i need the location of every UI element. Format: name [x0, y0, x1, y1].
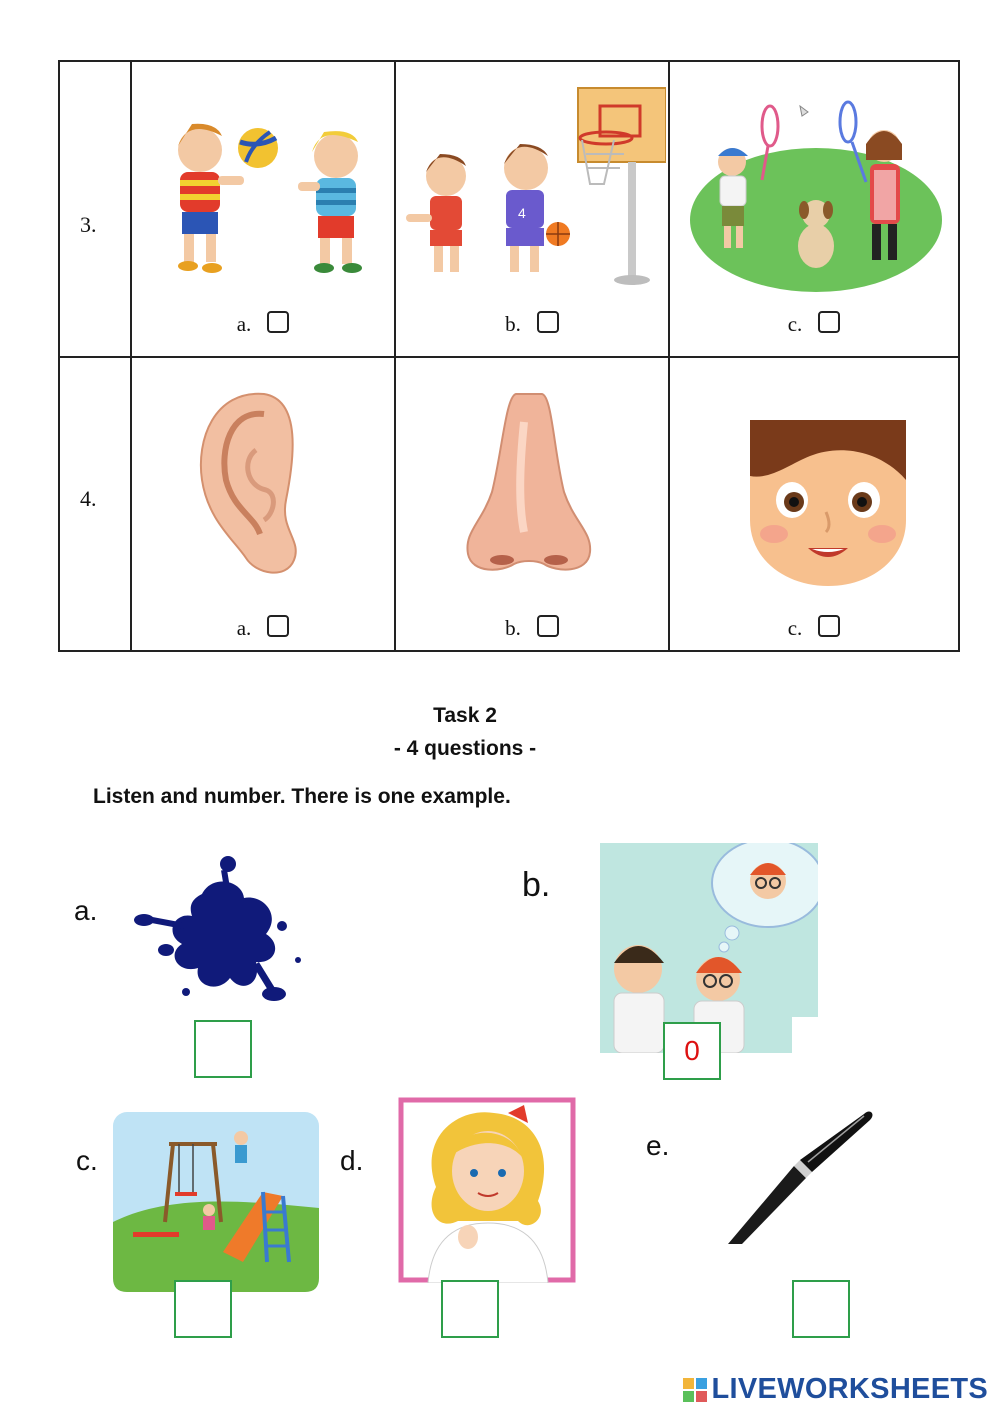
liveworksheets-logo-icon — [682, 1377, 708, 1403]
item-label-d: d. — [340, 1145, 364, 1176]
option-checkbox[interactable] — [267, 615, 289, 637]
option-letter: a. — [236, 312, 252, 336]
answer-box-a[interactable] — [194, 1020, 252, 1078]
option-b — [396, 616, 668, 641]
option-letter: c. — [787, 312, 803, 336]
option-letter: a. — [236, 616, 252, 640]
option-cell — [396, 62, 670, 356]
item-label-a: a. — [74, 895, 98, 926]
answer-table — [58, 60, 960, 652]
brand-name: LIVEWORKSHEETS — [711, 1373, 988, 1405]
table-row — [60, 62, 958, 358]
nose-picture — [462, 392, 596, 576]
answer-box-b[interactable]: 0 — [663, 1022, 721, 1080]
volleyball-picture — [148, 118, 374, 278]
option-b — [396, 312, 668, 337]
answer-box-e[interactable] — [792, 1280, 850, 1338]
svg-text:4: 4 — [518, 205, 526, 221]
option-cell — [670, 358, 958, 650]
girl-thinking-picture — [398, 1097, 576, 1283]
option-a — [132, 616, 394, 641]
question-number-cell — [60, 358, 132, 650]
option-checkbox[interactable] — [537, 311, 559, 333]
option-cell — [670, 62, 958, 356]
question-number: 4. — [80, 486, 97, 511]
question-number-cell — [60, 62, 132, 356]
question-number: 3. — [80, 212, 97, 237]
table-row — [60, 358, 958, 650]
option-cell — [132, 62, 396, 356]
face-picture — [750, 420, 906, 586]
option-checkbox[interactable] — [267, 311, 289, 333]
answer-box-d[interactable] — [441, 1280, 499, 1338]
ear-picture — [194, 390, 304, 578]
playground-picture — [113, 1112, 319, 1292]
option-a — [132, 312, 394, 337]
ink-splash-picture — [132, 854, 302, 1004]
badminton-picture — [688, 96, 944, 296]
option-letter: b. — [505, 312, 521, 336]
item-label-c: c. — [76, 1145, 98, 1176]
item-label-e: e. — [646, 1130, 670, 1161]
basketball-picture — [400, 84, 666, 290]
option-checkbox[interactable] — [818, 615, 840, 637]
task-instruction: Listen and number. There is one example. — [93, 785, 511, 808]
option-c — [670, 616, 958, 641]
option-cell — [396, 358, 670, 650]
task-title: Task 2 — [433, 704, 497, 727]
item-label-b: b. — [522, 866, 551, 904]
option-checkbox[interactable] — [818, 311, 840, 333]
brand-logo[interactable] — [682, 1373, 989, 1406]
option-letter: c. — [787, 616, 803, 640]
option-cell — [132, 358, 396, 650]
option-checkbox[interactable] — [537, 615, 559, 637]
pen-picture — [728, 1110, 876, 1244]
option-letter: b. — [505, 616, 521, 640]
option-c — [670, 312, 958, 337]
task-subtitle: - 4 questions - — [393, 737, 537, 760]
answer-box-c[interactable] — [174, 1280, 232, 1338]
